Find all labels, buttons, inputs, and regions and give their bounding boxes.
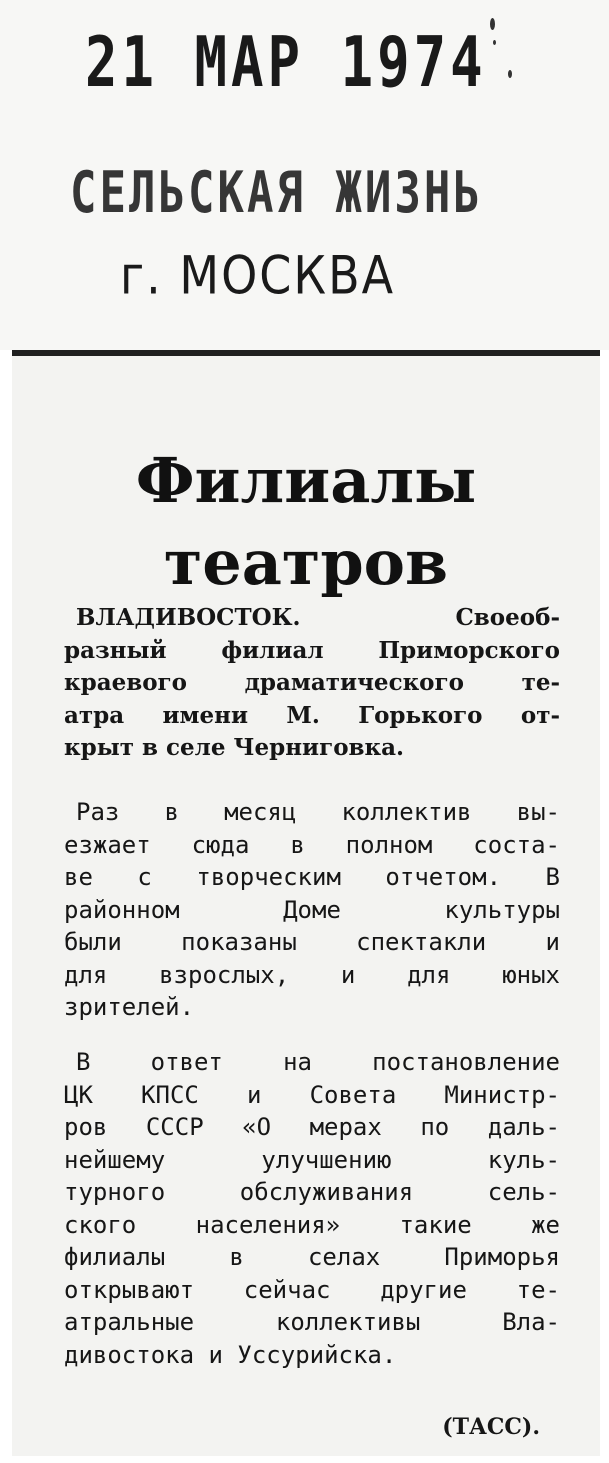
text-line: езжает сюда в полном соста- — [64, 830, 560, 859]
newspaper-clipping — [12, 356, 600, 1456]
stamp-date: 21 МАР 1974 — [85, 22, 487, 103]
text-line: для взрослых, и для юных — [64, 960, 560, 989]
ink-speck — [493, 40, 496, 45]
stamp-city: г. МОСКВА — [120, 244, 396, 307]
text-line: атральные коллективы Вла- — [64, 1308, 560, 1336]
text-line: ЦК КПСС и Совета Министр- — [64, 1080, 560, 1109]
text-line: ве с творческим отчетом. В — [64, 863, 560, 891]
text-line: разный филиал Приморского — [64, 636, 560, 664]
text-line: турного обслуживания сель- — [64, 1178, 560, 1206]
text-line: нейшему улучшению куль- — [64, 1145, 560, 1174]
text-line: ров СССР «О мерах по даль- — [64, 1113, 560, 1141]
ink-speck — [508, 70, 512, 78]
body-paragraph-3 — [64, 1046, 560, 1371]
archive-stamp — [0, 0, 609, 350]
text-line: дивостока и Уссурийска. — [64, 1340, 397, 1369]
text-line: крыт в селе Черниговка. — [64, 734, 405, 761]
ink-speck — [490, 18, 495, 30]
text-line: краевого драматического те- — [64, 669, 560, 696]
text-line: атра имени М. Горького от- — [64, 701, 560, 729]
body-paragraph-2 — [64, 796, 560, 1024]
text-line: В ответ на постановление — [76, 1048, 560, 1076]
text-line: ВЛАДИВОСТОК. Своеоб- — [76, 604, 560, 631]
news-agency-credit: (ТАСС). — [442, 1414, 540, 1440]
text-line: районном Доме культуры — [64, 895, 560, 924]
text-line: были показаны спектакли и — [64, 928, 560, 956]
text-line: Раз в месяц коллектив вы- — [76, 798, 560, 826]
headline-line-1: Филиалы — [135, 444, 477, 517]
stamp-newspaper-name: СЕЛЬСКАЯ ЖИЗНЬ — [70, 160, 483, 227]
text-line: ского населения» такие же — [64, 1210, 560, 1239]
headline-line-2: театров — [163, 526, 449, 599]
text-line: филиалы в селах Приморья — [64, 1243, 560, 1271]
text-line: открывают сейчас другие те- — [64, 1275, 560, 1304]
text-line: зрителей. — [64, 993, 195, 1021]
lead-paragraph — [64, 602, 560, 765]
